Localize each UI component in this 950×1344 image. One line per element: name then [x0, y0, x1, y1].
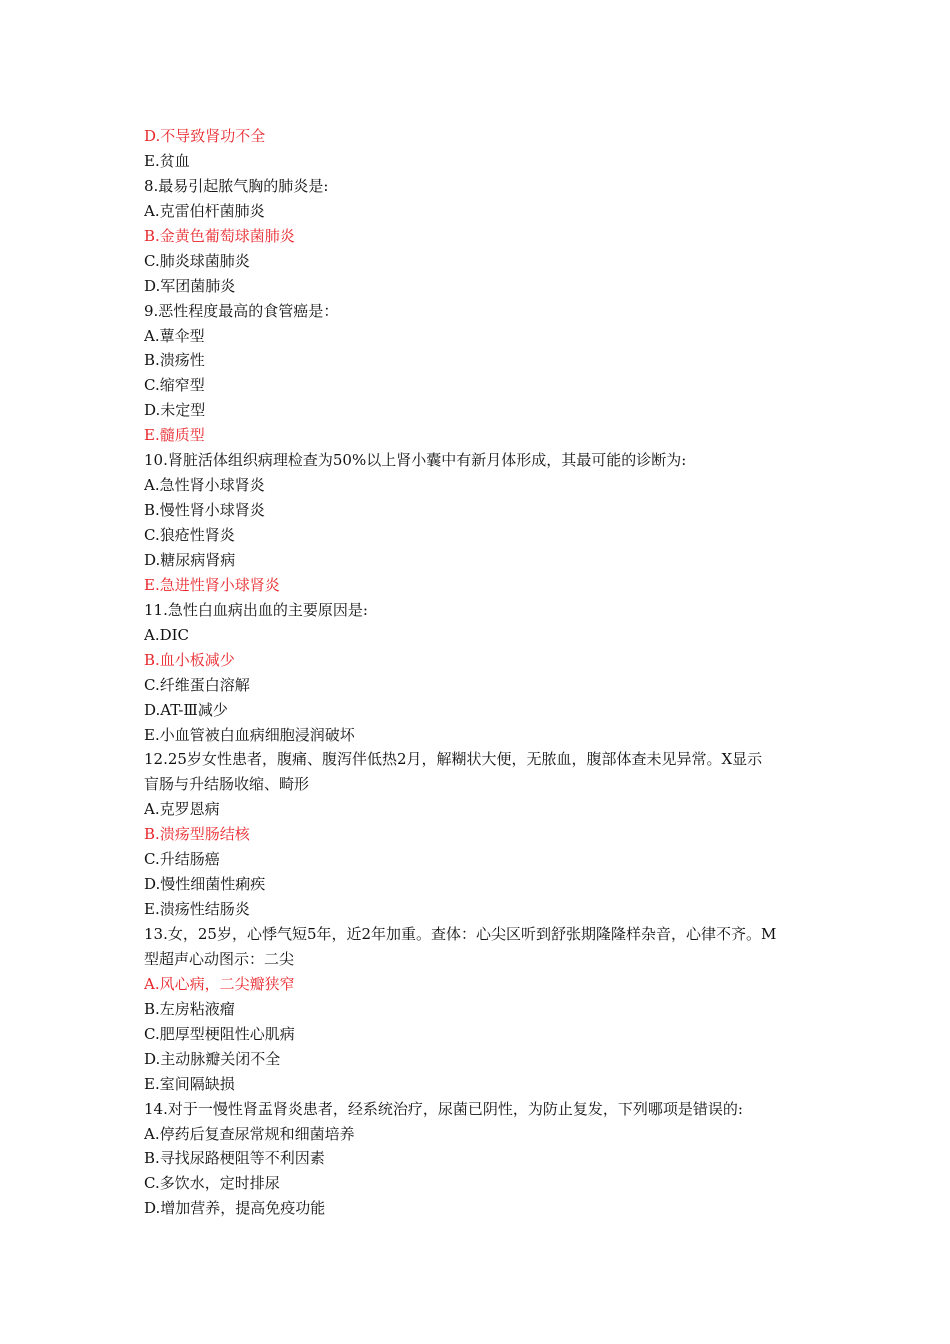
text-line: 盲肠与升结肠收缩、畸形 — [144, 775, 310, 794]
text-line: C.肥厚型梗阻性心肌病 — [144, 1024, 295, 1043]
text-line: D.增加营养，提高免疫功能 — [144, 1199, 326, 1218]
text-line: 8.最易引起脓气胸的肺炎是: — [144, 176, 329, 195]
document-page — [144, 124, 814, 1221]
text-line: C.升结肠癌 — [144, 850, 220, 869]
text-line: 13.女，25岁，心悸气短5年，近2年加重。查体：心尖区听到舒张期隆隆样杂音，心律不齐。M — [144, 925, 777, 943]
text-line: 9.恶性程度最高的食管癌是： — [144, 301, 339, 320]
text-line: A.克罗恩病 — [144, 800, 220, 819]
text-line: D.AT-Ⅲ减少 — [144, 700, 228, 719]
text-line: A.停药后复查尿常规和细菌培养 — [144, 1124, 355, 1143]
answer-line: D.不导致肾功不全 — [144, 127, 266, 145]
text-line: B.寻找尿路梗阻等不利因素 — [144, 1149, 325, 1168]
text-line: A.急性肾小球肾炎 — [144, 476, 265, 495]
text-line: A.DIC — [144, 625, 190, 644]
text-line: C.纤维蛋白溶解 — [144, 675, 250, 694]
answer-line: B.金黄色葡萄球菌肺炎 — [144, 226, 295, 245]
text-line: E.溃疡性结肠炎 — [144, 900, 250, 919]
answer-line: E.髓质型 — [144, 426, 205, 445]
text-line: D.慢性细菌性痢疾 — [144, 875, 266, 894]
text-line: A.蕈伞型 — [144, 326, 205, 345]
text-line: 14.对于一慢性肾盂肾炎患者，经系统治疗，尿菌已阴性，为防止复发，下列哪项是错误的: — [144, 1099, 743, 1118]
text-line: 型超声心动图示：二尖 — [144, 949, 295, 968]
text-line: B.慢性肾小球肾炎 — [144, 501, 265, 520]
text-line: 12.25岁女性患者，腹痛、腹泻伴低热2月，解糊状大便，无脓血，腹部体查未见异常。X显示 — [144, 750, 763, 769]
answer-line: B.血小板减少 — [144, 650, 235, 669]
text-line: D.主动脉瓣关闭不全 — [144, 1049, 281, 1068]
text-line: E.贫血 — [144, 151, 190, 170]
question-list — [144, 124, 814, 1221]
text-line: D.未定型 — [144, 401, 206, 420]
answer-line: E.急进性肾小球肾炎 — [144, 575, 280, 594]
text-line: 11.急性白血病出血的主要原因是: — [144, 600, 368, 619]
text-line: D.军团菌肺炎 — [144, 276, 236, 295]
answer-line: A.风心病，二尖瓣狭窄 — [144, 974, 295, 993]
text-line: C.肺炎球菌肺炎 — [144, 251, 250, 270]
text-line: C.狼疮性肾炎 — [144, 526, 235, 544]
text-line: 10.肾脏活体组织病理检查为50%以上肾小囊中有新月体形成，其最可能的诊断为: — [144, 451, 687, 470]
text-line: B.溃疡性 — [144, 351, 205, 370]
text-line: A.克雷伯杆菌肺炎 — [144, 201, 265, 220]
text-line: E.室间隔缺损 — [144, 1074, 235, 1093]
answer-line: B.溃疡型肠结核 — [144, 825, 250, 844]
text-line: B.左房粘液瘤 — [144, 999, 235, 1018]
text-line: E.小血管被白血病细胞浸润破坏 — [144, 725, 355, 744]
text-line: C.多饮水，定时排尿 — [144, 1174, 280, 1193]
text-line: D.糖尿病肾病 — [144, 550, 236, 569]
text-line: C.缩窄型 — [144, 376, 205, 395]
